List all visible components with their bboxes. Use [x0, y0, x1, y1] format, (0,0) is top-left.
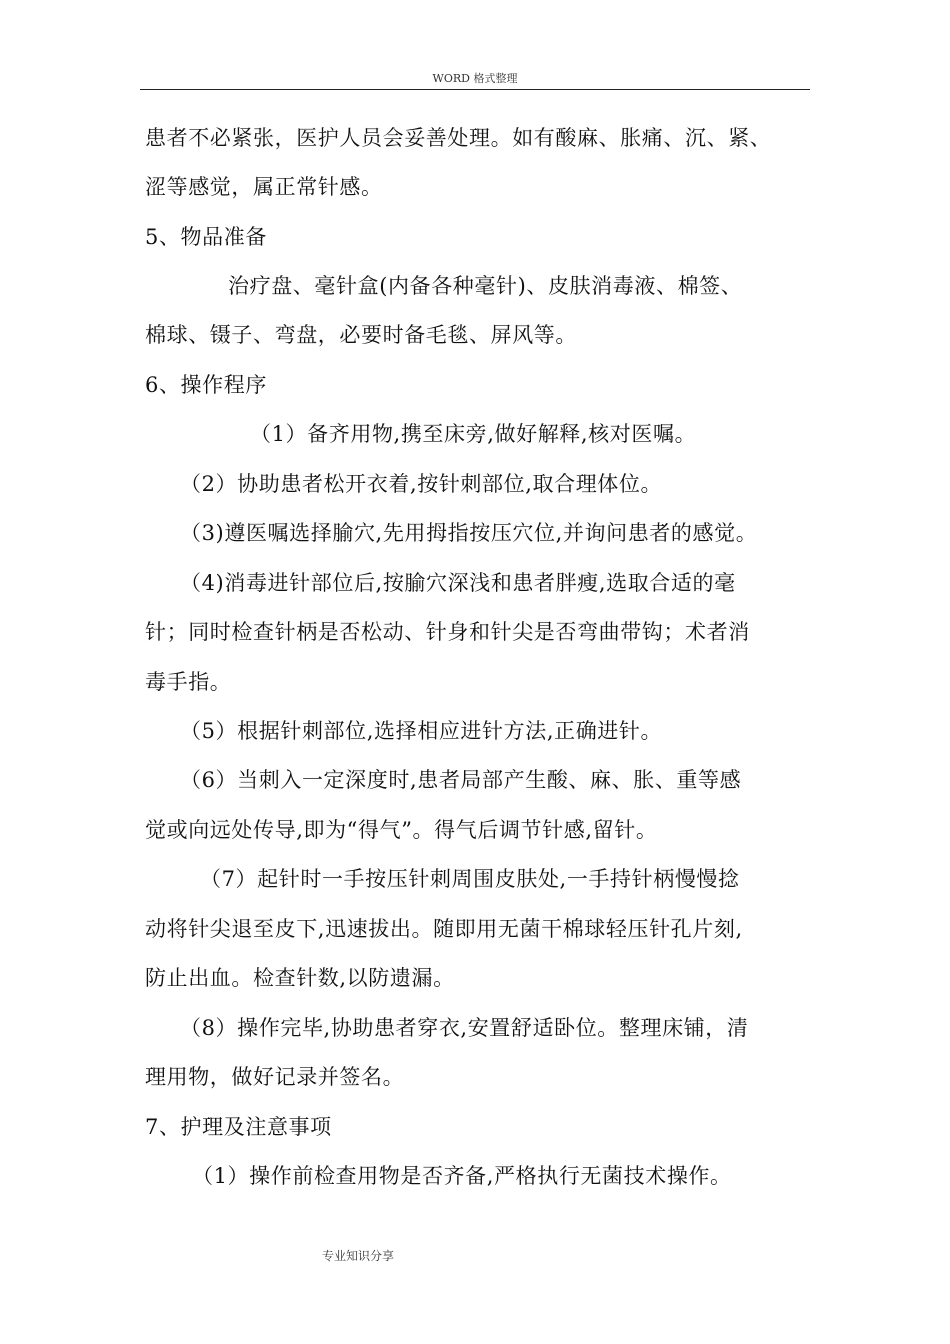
body-line-5: 棉球、镊子、弯盘，必要时备毛毯、屏风等。: [145, 323, 577, 347]
note-1-line: （1）操作前检查用物是否齐备,严格执行无菌技术操作。: [192, 1164, 732, 1188]
page-footer: 专业知识分享: [322, 1249, 395, 1263]
step-8-line-2: 理用物，做好记录并签名。: [145, 1065, 405, 1089]
step-6-line-2: 觉或向远处传导,即为“得气”。得气后调节针感,留针。: [145, 818, 658, 842]
section-heading-5: 5、物品准备: [145, 225, 267, 249]
step-7-line-2: 动将针尖退至皮下,迅速拔出。随即用无菌干棉球轻压针孔片刻,: [145, 917, 743, 941]
step-4-line-3: 毒手指。: [145, 670, 232, 694]
body-line-4: 治疗盘、毫针盒(内备各种毫针)、皮肤消毒液、棉签、: [228, 274, 743, 298]
step-2-line: （2）协助患者松开衣着,按针刺部位,取合理体位。: [180, 472, 663, 496]
step-6-line-1: （6）当刺入一定深度时,患者局部产生酸、麻、胀、重等感: [180, 768, 742, 792]
section-heading-6: 6、操作程序: [145, 373, 267, 397]
step-8-line-1: （8）操作完毕,协助患者穿衣,安置舒适卧位。整理床铺，清: [180, 1016, 749, 1040]
body-line-1: 患者不必紧张，医护人员会妥善处理。如有酸麻、胀痛、沉、紧、: [145, 126, 772, 150]
section-heading-7: 7、护理及注意事项: [145, 1115, 332, 1139]
step-4-line-2: 针；同时检查针柄是否松动、针身和针尖是否弯曲带钩；术者消: [145, 620, 750, 644]
step-7-line-1: （7）起针时一手按压针刺周围皮肤处,一手持针柄慢慢捻: [200, 867, 740, 891]
step-1-line: （1）备齐用物,携至床旁,做好解释,核对医嘱。: [250, 422, 697, 446]
page-header: WORD 格式整理: [140, 72, 810, 90]
step-3-line: （3)遵医嘱选择腧穴,先用拇指按压穴位,并询问患者的感觉。: [180, 521, 758, 545]
step-5-line: （5）根据针刺部位,选择相应进针方法,正确进针。: [180, 719, 663, 743]
step-7-line-3: 防止出血。检查针数,以防遗漏。: [145, 966, 455, 990]
body-line-2: 涩等感觉，属正常针感。: [145, 175, 383, 199]
step-4-line-1: （4)消毒进针部位后,按腧穴深浅和患者胖瘦,选取合适的毫: [180, 571, 736, 595]
